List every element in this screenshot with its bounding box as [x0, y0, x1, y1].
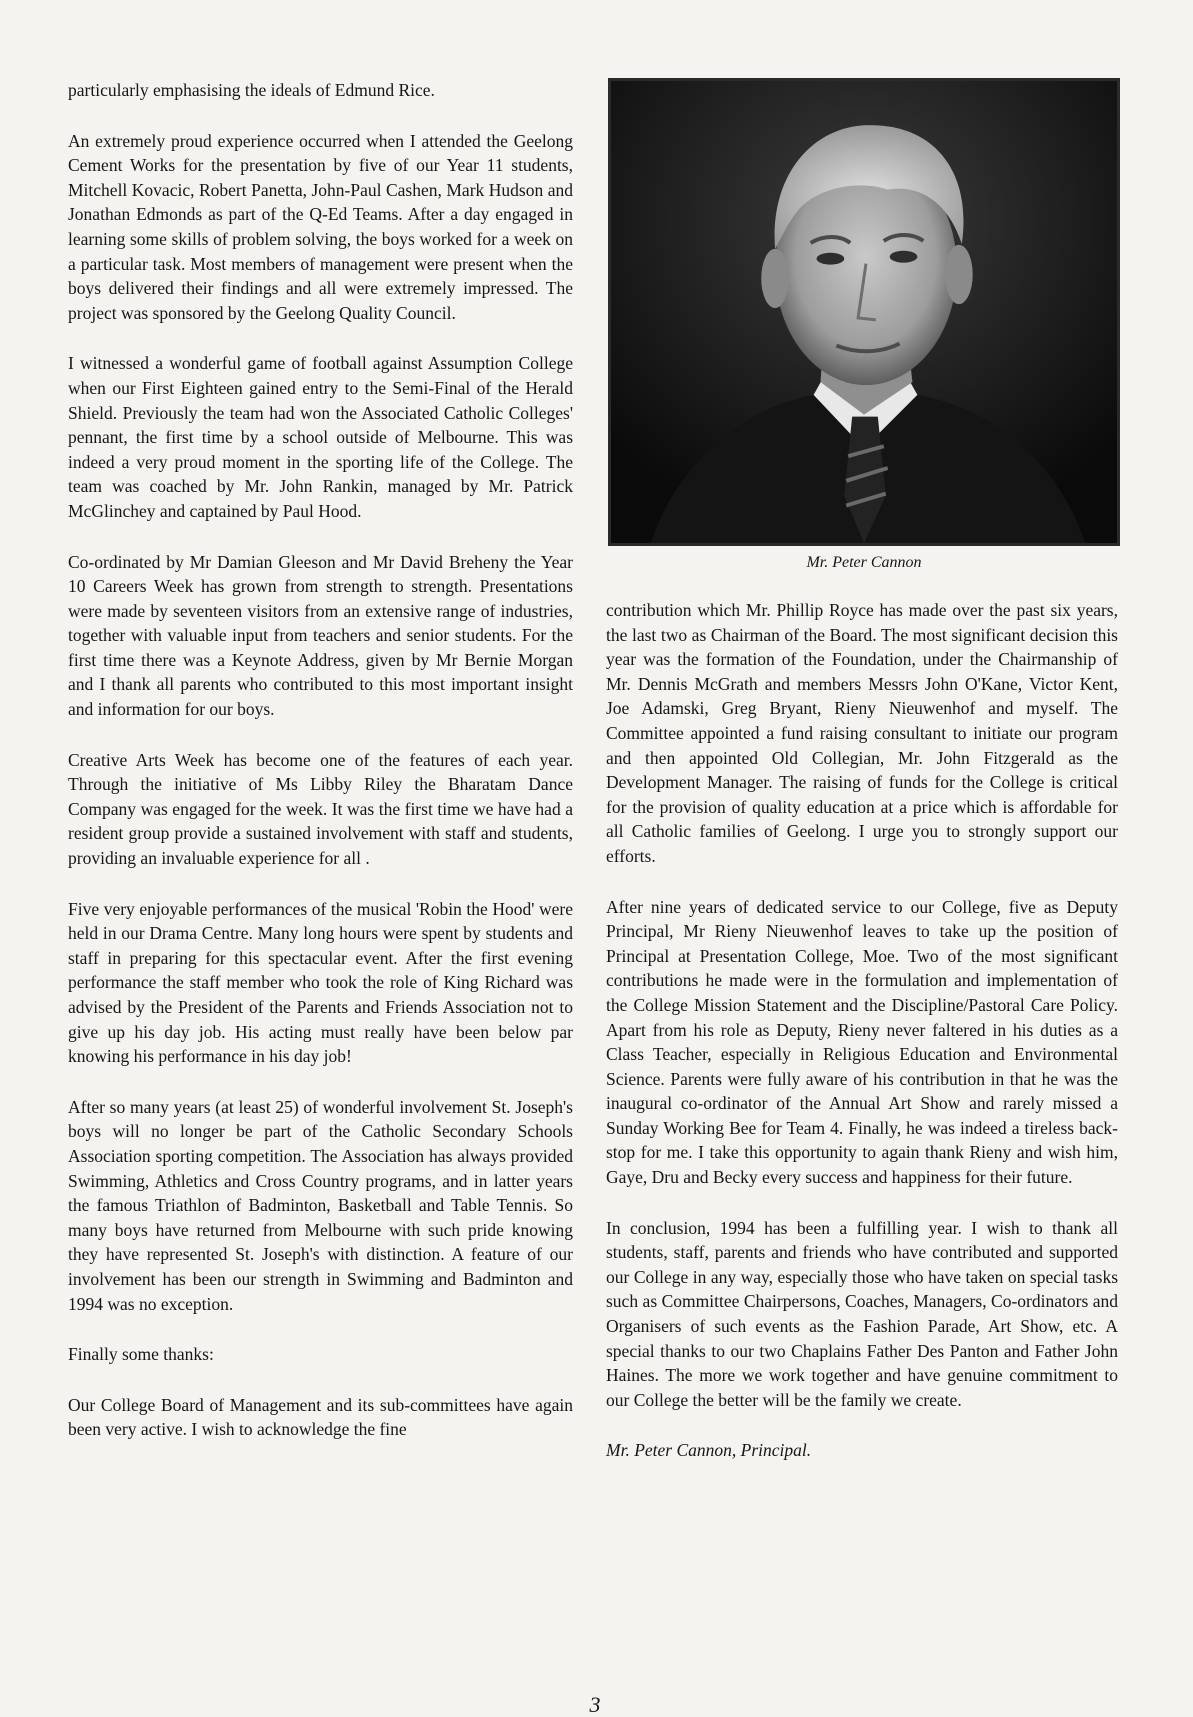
left-paragraph-9: Our College Board of Management and its sub-committees have again been very active. I wish to acknowledge the fine [68, 1394, 573, 1440]
portrait-photo [608, 78, 1120, 546]
left-column [68, 78, 573, 1442]
left-paragraph-1: particularly emphasising the ideals of Edmund Rice. [68, 80, 435, 100]
right-paragraph-2: After nine years of dedicated service to our College, five as Deputy Principal, Mr Rieny Nieuwenhof leaves to take up the position of Principal at Presentation College, Moe. Two of the most significant contributions he made were in the formulation and implementation of the College Mission Statement and the Discipline/Pastoral Care Policy. Apart from his role as Deputy, Rieny never faltered in his duties as a Class Teacher, especially in Religious Education and Environmental Science. Parents were fully aware of his contribution in that he was the inaugural co-ordinator of the Annual Art Show and rarely missed a Sunday Working Bee for Team 4. Finally, he was indeed a tireless back-stop for me. I take this opportunity to again thank Rieny and wish him, Gaye, Dru and Becky every success and happiness for their future. [606, 896, 1118, 1188]
left-paragraph-2: An extremely proud experience occurred when I attended the Geelong Cement Works for the presentation by five of our Year 11 students, Mitchell Kovacic, Robert Panetta, John-Paul Cashen, Mark Hudson and Jonathan Edmonds as part of the Q-Ed Teams. After a day engaged in learning some skills of problem solving, the boys worked for a week on a particular task. Most members of management were present when the boys delivered their findings and all were extremely impressed. The project was sponsored by the Geelong Quality Council. [68, 130, 573, 323]
left-paragraph-6: Five very enjoyable performances of the musical 'Robin the Hood' were held in our Drama Centre. Many long hours were spent by students and staff in preparing for this spectacular event. After the first evening performance the staff member who took the role of King Richard was advised by the President of the Parents and Friends Association not to give up his day job. His acting must really have been below par knowing his performance in his day job! [68, 898, 573, 1067]
right-paragraph-3: In conclusion, 1994 has been a fulfilling year. I wish to thank all students, staff, parents and friends who have contributed and supported our College in any way, especially those who have taken on special tasks such as Committee Chairpersons, Coaches, Managers, Co-ordinators and Organisers of such events as the Fashion Parade, Art Show, etc. A special thanks to our two Chaplains Father Des Panton and Father John Haines. The more we work together and have genuine commitment to our College the better will be the family we create. [606, 1217, 1118, 1410]
left-paragraph-5: Creative Arts Week has become one of the features of each year. Through the initiative of Ms Libby Riley the Bharatam Dance Company was engaged for the week. It was the first time we have had a resident group provide a sustained involvement with staff and students, providing an invaluable experience for all . [68, 749, 573, 869]
right-paragraph-1: contribution which Mr. Phillip Royce has made over the past six years, the last two as Chairman of the Board. The most significant decision this year was the formation of the Foundation, under the Chairmanship of Mr. Dennis McGrath and members Messrs John O'Kane, Victor Kent, Joe Adamski, Greg Bryant, Rieny Nieuwenhof and myself. The Committee appointed a fund raising consultant to initiate our program and then appointed Old Collegian, Mr. John Fitzgerald as the Development Manager. The raising of funds for the College is critical for the provision of quality education at a price which is affordable for all Catholic families of Geelong. I urge you to strongly support our efforts. [606, 600, 1118, 866]
portrait-photo-graphic [611, 81, 1117, 543]
photo-caption: Mr. Peter Cannon [806, 554, 922, 571]
left-paragraph-3: I witnessed a wonderful game of football against Assumption College when our First Eighteen gained entry to the Semi-Final of the Herald Shield. Previously the team had won the Associated Catholic Colleges' pennant, the first time by a school outside of Melbourne. This was indeed a very proud moment in the sporting life of the College. The team was coached by Mr. John Rankin, managed by Mr. Patrick McGlinchey and captained by Paul Hood. [68, 353, 573, 521]
right-column [606, 598, 1118, 1463]
left-paragraph-8: Finally some thanks: [68, 1344, 214, 1365]
left-paragraph-4: Co-ordinated by Mr Damian Gleeson and Mr David Breheny the Year 10 Careers Week has grown from strength to strength. Presentations were made by seventeen visitors from an extensive range of industries, together with valuable input from teachers and senior students. For the first time there was a Keynote Address, given by Mr Bernie Morgan and I thank all parents who contributed to this most important insight and information for our boys. [68, 551, 573, 720]
left-paragraph-7: After so many years (at least 25) of wonderful involvement St. Joseph's boys will no longer be part of the Catholic Secondary Schools Association sporting competition. The Association has always provided Swimming, Athletics and Cross Country programs, and in latter years the famous Triathlon of Badminton, Basketball and Table Tennis. So many boys have returned from Melbourne with such pride knowing they have represented St. Joseph's with distinction. A feature of our involvement has been our strength in Swimming and Badminton and 1994 was no exception. [68, 1096, 573, 1314]
signature: Mr. Peter Cannon, Principal. [606, 1440, 812, 1461]
page-number: 3 [589, 1692, 601, 1717]
